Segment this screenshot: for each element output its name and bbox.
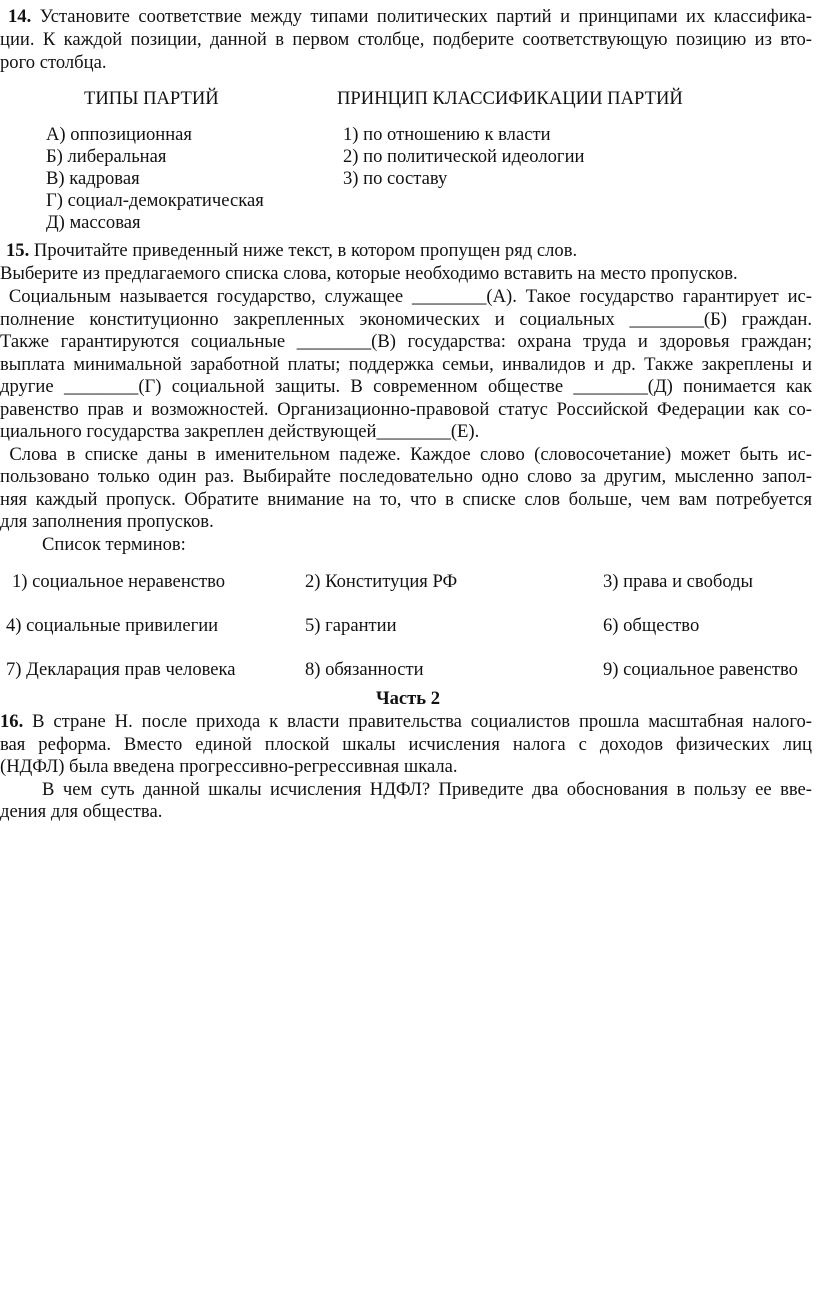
term-item: 2) Конституция РФ [305,571,458,592]
term-item: 3) права и свободы [603,571,754,592]
q15-number: 15. [6,240,30,261]
q15-text-line: полнение конституционно закрепленных экономических и социальных ________(Б) граждан. [0,309,812,330]
q14-right-item: 1) по отношению к власти [343,124,551,145]
term-item: 9) социальное равенство [603,659,798,680]
q15-text-line: равенство прав и возможностей. Организационно-правовой статус Российской Федерации как со- [0,399,812,420]
q14-line-3: рого столбца. [0,52,107,73]
q15-text-line: Слова в списке даны в именительном падеже. Каждое слово (словосочетание) может быть ис- [0,444,812,465]
term-item: 8) обязанности [305,659,424,680]
q16-line-2: вая реформа. Вместо единой плоской шкалы исчисления налога с доходов физических лиц [0,734,812,755]
term-item: 5) гарантии [305,615,397,636]
q15-text-line: циального государства закреплен действующей________(Е). [0,421,480,442]
q16-line-3: (НДФЛ) была введена прогрессивно-регрессивная шкала. [0,756,458,777]
q14-left-item: В) кадровая [46,168,140,189]
q15-text-line: няя каждый пропуск. Обратите внимание на то, что в списке слов больше, чем вам потребуется [0,489,812,510]
q15-text-line: Также гарантируются социальные ________(В) государства: охрана труда и здоровья граждан; [0,331,812,352]
q15-text-line: для заполнения пропусков. [0,511,214,532]
q14-left-item: А) оппозиционная [46,124,192,145]
q14-right-item: 3) по составу [343,168,448,189]
term-item: 1) социальное неравенство [12,571,226,592]
q14-left-item: Д) массовая [46,212,141,233]
term-item: 4) социальные привилегии [6,615,219,636]
q14-number: 14. [8,6,32,27]
q15-text-line: Социальным называется государство, служащее ________(А). Такое государство гарантирует ис- [0,286,812,307]
part2-title: Часть 2 [375,688,441,709]
term-item: 7) Декларация прав человека [6,659,236,680]
q16-number: 16. [0,711,24,732]
q16-line-4: В чем суть данной шкалы исчисления НДФЛ? Приведите два обоснования в пользу ее вве- [42,779,812,800]
q15-terms-label: Список терминов: [42,534,186,555]
q14-left-item: Б) либеральная [46,146,167,167]
q14-left-item: Г) социал-демократическая [46,190,264,211]
q16-line-1: 16. В стране Н. после прихода к власти правительства социалистов прошла масштабная налого- [0,711,812,732]
q15-text-line: другие ________(Г) социальной защиты. В современном обществе ________(Д) понимается как [0,376,812,397]
q15-text-line: выплата минимальной заработной платы; поддержка семьи, инвалидов и др. Также закреплены и [0,354,812,375]
q14-line-1: 14. Установите соответствие между типами политических партий и принципами их классифика- [8,6,812,27]
q15-intro-line: 15. Прочитайте приведенный ниже текст, в котором пропущен ряд слов. [6,240,578,261]
q14-right-header: ПРИНЦИП КЛАССИФИКАЦИИ ПАРТИЙ [337,88,683,109]
q14-line-2: ции. К каждой позиции, данной в первом столбце, подберите соответствующую позицию из вто- [0,29,812,50]
q16-line-5: дения для общества. [0,801,163,822]
q14-right-item: 2) по политической идеологии [343,146,585,167]
term-item: 6) общество [603,615,700,636]
q15-text-line: Выберите из предлагаемого списка слова, которые необходимо вставить на место пропусков. [0,263,738,284]
q15-text-line: пользовано только один раз. Выбирайте последовательно одно слово за другим, мысленно запол- [0,466,812,487]
q14-left-header: ТИПЫ ПАРТИЙ [84,88,219,109]
